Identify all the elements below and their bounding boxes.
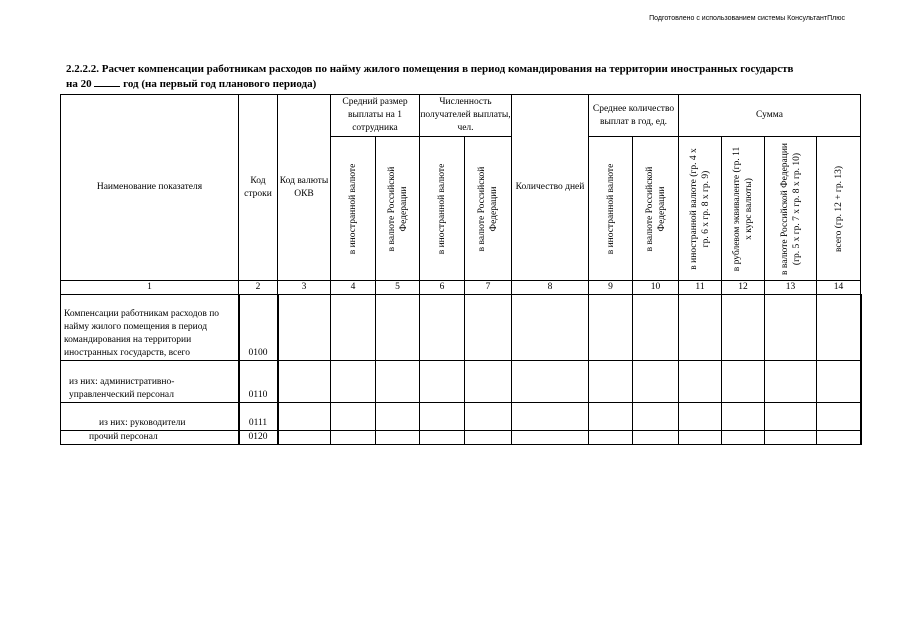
row-name: Компенсации работникам расходов по найму жилого помещения в период командирования на территории иностранных государств, всего <box>61 295 239 361</box>
row-code: 0100 <box>239 295 278 361</box>
cell-input[interactable] <box>679 403 722 431</box>
cell-input[interactable] <box>722 431 765 445</box>
header-col-11: в иностранной валюте (гр. 4 x гр. 6 x гр. 8 x гр. 9) <box>679 137 722 281</box>
cell-input[interactable] <box>420 431 465 445</box>
cell-input[interactable] <box>633 431 679 445</box>
title-line-1: 2.2.2.2. Расчет компенсации работникам расходов по найму жилого помещения в период командирования на территории иностранных государств <box>66 63 794 75</box>
cell-input[interactable] <box>420 295 465 361</box>
col-number: 9 <box>589 281 633 295</box>
col-number: 13 <box>765 281 817 295</box>
cell-input[interactable] <box>512 295 589 361</box>
cell-input[interactable] <box>589 295 633 361</box>
cell-input[interactable] <box>589 361 633 403</box>
col-number: 14 <box>817 281 861 295</box>
cell-input[interactable] <box>679 361 722 403</box>
header-name: Наименование показателя <box>61 95 239 281</box>
cell-input[interactable] <box>331 361 376 403</box>
cell-input[interactable] <box>331 295 376 361</box>
cell-input[interactable] <box>278 361 331 403</box>
cell-input[interactable] <box>589 431 633 445</box>
cell-input[interactable] <box>420 403 465 431</box>
col-number: 10 <box>633 281 679 295</box>
table-row <box>61 295 861 361</box>
cell-input[interactable] <box>331 431 376 445</box>
col-number: 5 <box>376 281 420 295</box>
title-line-2 <box>66 76 856 91</box>
compensation-table <box>60 94 862 445</box>
cell-input[interactable] <box>589 403 633 431</box>
header-col-13: в валюте Российской Федерации (гр. 5 x гр. 7 x гр. 8 x гр. 10) <box>765 137 817 281</box>
cell-input[interactable] <box>765 431 817 445</box>
col-number: 4 <box>331 281 376 295</box>
cell-input[interactable] <box>465 295 512 361</box>
cell-input[interactable] <box>376 403 420 431</box>
table-row <box>61 431 861 445</box>
header-col-12: в рублевом эквиваленте (гр. 11 x курс валюты) <box>722 137 765 281</box>
col-number: 6 <box>420 281 465 295</box>
header-col-14: всего (гр. 12 + гр. 13) <box>817 137 861 281</box>
header-col-10: в валюте Российской Федерации <box>633 137 679 281</box>
cell-input[interactable] <box>633 361 679 403</box>
cell-input[interactable] <box>512 403 589 431</box>
col-number: 3 <box>278 281 331 295</box>
header-col-7: в валюте Российской Федерации <box>465 137 512 281</box>
header-col-5: в валюте Российской Федерации <box>376 137 420 281</box>
document-title <box>66 62 856 91</box>
cell-input[interactable] <box>722 361 765 403</box>
header-recipients: Численность получателей выплаты, чел. <box>420 95 512 137</box>
cell-input[interactable] <box>278 403 331 431</box>
header-col-4: в иностранной валюте <box>331 137 376 281</box>
table-row <box>61 361 861 403</box>
col-number: 1 <box>61 281 239 295</box>
row-code: 0111 <box>239 403 278 431</box>
cell-input[interactable] <box>722 295 765 361</box>
table-row <box>61 403 861 431</box>
cell-input[interactable] <box>817 361 861 403</box>
cell-input[interactable] <box>679 295 722 361</box>
row-code: 0120 <box>239 431 278 445</box>
cell-input[interactable] <box>376 361 420 403</box>
cell-input[interactable] <box>765 295 817 361</box>
cell-input[interactable] <box>765 361 817 403</box>
cell-input[interactable] <box>278 295 331 361</box>
cell-input[interactable] <box>465 431 512 445</box>
row-name: из них: руководители <box>61 403 239 431</box>
row-name: прочий персонал <box>61 431 239 445</box>
cell-input[interactable] <box>465 403 512 431</box>
col-number: 8 <box>512 281 589 295</box>
year-blank[interactable] <box>94 76 120 87</box>
header-col-6: в иностранной валюте <box>420 137 465 281</box>
cell-input[interactable] <box>817 295 861 361</box>
header-code: Код строки <box>239 95 278 281</box>
col-number: 7 <box>465 281 512 295</box>
cell-input[interactable] <box>817 431 861 445</box>
header-note: Подготовлено с использованием системы КонсультантПлюс <box>649 15 845 22</box>
title-year-prefix: на 20 <box>66 78 92 90</box>
cell-input[interactable] <box>512 361 589 403</box>
cell-input[interactable] <box>278 431 331 445</box>
header-avg-count: Среднее количество выплат в год, ед. <box>589 95 679 137</box>
cell-input[interactable] <box>722 403 765 431</box>
cell-input[interactable] <box>465 361 512 403</box>
header-sum: Сумма <box>679 95 861 137</box>
column-numbers-row <box>61 281 861 295</box>
col-number: 2 <box>239 281 278 295</box>
title-year-suffix: год (на первый год планового периода) <box>123 78 317 90</box>
header-col-9: в иностранной валюте <box>589 137 633 281</box>
cell-input[interactable] <box>512 431 589 445</box>
cell-input[interactable] <box>679 431 722 445</box>
header-avg-payment: Средний размер выплаты на 1 сотрудника <box>331 95 420 137</box>
cell-input[interactable] <box>331 403 376 431</box>
cell-input[interactable] <box>420 361 465 403</box>
cell-input[interactable] <box>633 403 679 431</box>
cell-input[interactable] <box>765 403 817 431</box>
cell-input[interactable] <box>376 431 420 445</box>
header-okv: Код валюты ОКВ <box>278 95 331 281</box>
header-days: Количество дней <box>512 95 589 281</box>
row-name: из них: административно-управленческий персонал <box>61 361 239 403</box>
cell-input[interactable] <box>376 295 420 361</box>
cell-input[interactable] <box>817 403 861 431</box>
col-number: 11 <box>679 281 722 295</box>
col-number: 12 <box>722 281 765 295</box>
cell-input[interactable] <box>633 295 679 361</box>
row-code: 0110 <box>239 361 278 403</box>
